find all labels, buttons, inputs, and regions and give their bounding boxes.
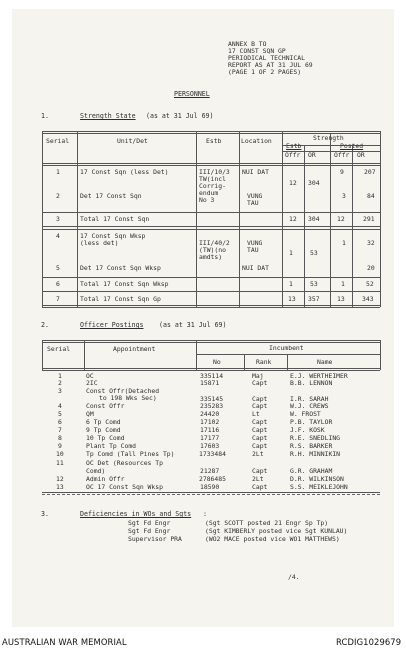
strength-row-unit: Det 17 Const Sqn xyxy=(80,192,142,200)
posting-no: 21287 xyxy=(200,467,220,475)
posting-rank: 2Lt xyxy=(252,450,264,458)
annex-line-2: 17 CONST SQN GP xyxy=(228,47,286,55)
posting-serial: 1 xyxy=(58,372,62,380)
strength-row-unit: 17 Const Sqn (less Det) xyxy=(80,168,169,176)
strength-row-posted-offr: 9 xyxy=(340,168,344,176)
posting-appointment: QM xyxy=(86,410,94,418)
strength-date: (as at 31 Jul 69) xyxy=(146,112,214,120)
strength-row-posted-offr: 13 xyxy=(337,295,345,303)
sub-posted: Posted xyxy=(340,142,364,150)
posting-appointment: Tp Comd (Tall Pines Tp) xyxy=(86,450,175,458)
deficiencies-number: 3. xyxy=(41,510,49,518)
deficiency-note: (Sgt SCOTT posted 21 Engr Sp Tp) xyxy=(205,519,329,527)
posting-name: R.E. SNEDLING xyxy=(290,434,341,442)
posting-name: E.J. WERTHEIMER xyxy=(290,372,348,380)
strength-row-serial: 3 xyxy=(56,215,60,223)
strength-row-estb-line2: TW(incl xyxy=(199,175,226,183)
strength-row-unit: Total 17 Const Sqn xyxy=(80,215,150,223)
posting-no: 335145 xyxy=(200,395,224,403)
footer-source: AUSTRALIAN WAR MEMORIAL xyxy=(2,637,127,647)
posting-rank: Capt xyxy=(252,402,268,410)
posting-no: 15871 xyxy=(200,379,220,387)
strength-row-posted-offr: 3 xyxy=(342,192,346,200)
posting-rank: Capt xyxy=(252,426,268,434)
strength-row-unit: 17 Const Sqn Wksp xyxy=(80,232,146,240)
sub-or-posted: OR xyxy=(357,151,365,159)
posting-serial: 3 xyxy=(58,387,62,395)
posting-name: B.B. LENNON xyxy=(290,379,333,387)
posting-no: 17116 xyxy=(200,426,220,434)
deficiency-role: Sgt Fd Engr xyxy=(128,519,171,527)
posting-rank: Capt xyxy=(252,418,268,426)
deficiencies-heading: Deficiencies in WOs and Sgts xyxy=(80,510,192,518)
posting-no: 17102 xyxy=(200,418,220,426)
sub-offr-posted: Offr xyxy=(334,151,350,159)
annex-line-4: REPORT AS AT 31 JUL 69 xyxy=(228,61,313,69)
strength-row-posted-or: 52 xyxy=(366,280,374,288)
col-serial: Serial xyxy=(46,137,70,145)
postings-number: 2. xyxy=(41,321,49,329)
posting-rank: Capt xyxy=(252,395,268,403)
postings-col-incumbent: Incumbent xyxy=(269,344,304,352)
posting-appointment: 10 Tp Comd xyxy=(86,434,125,442)
posting-name: G.R. GRAHAM xyxy=(290,467,333,475)
posting-appointment: Admin Offr xyxy=(86,475,125,483)
posting-rank: Lt xyxy=(252,410,260,418)
sub-estb: Estb xyxy=(286,142,302,150)
strength-row-serial: 7 xyxy=(56,295,60,303)
col-estb: Estb xyxy=(206,137,222,145)
posting-no: 24420 xyxy=(200,410,220,418)
posting-name: D.R. WILKINSON xyxy=(290,475,344,483)
strength-row-location: NUI DAT xyxy=(242,168,269,176)
section-title: PERSONNEL xyxy=(174,90,210,98)
strength-row-posted-offr: 1 xyxy=(342,239,346,247)
deficiency-role: Supervisor PRA xyxy=(128,535,182,543)
posting-serial: 6 xyxy=(58,418,62,426)
strength-row-estb-offr: 12 xyxy=(289,215,297,223)
posting-serial: 7 xyxy=(58,426,62,434)
col-location: Location xyxy=(241,137,272,145)
strength-row-unit-line2: (less det) xyxy=(80,239,119,247)
strength-row-posted-or: 20 xyxy=(367,264,375,272)
postings-col-serial: Serial xyxy=(47,345,71,353)
posting-no: 1733484 xyxy=(199,450,226,458)
deficiency-role: Sgt Fd Engr xyxy=(128,527,171,535)
strength-row-estb-offr: 13 xyxy=(288,295,296,303)
deficiencies-colon: : xyxy=(203,510,207,518)
posting-appointment: Const Offr xyxy=(86,402,125,410)
postings-col-no: No xyxy=(213,358,221,366)
strength-merged-wksp-offr: 1 xyxy=(289,249,293,257)
annex-line-5: (PAGE 1 OF 2 PAGES) xyxy=(228,68,302,76)
strength-row-estb-line3: Corrig- xyxy=(199,182,226,190)
strength-row-serial: 6 xyxy=(56,280,60,288)
posting-serial: 5 xyxy=(58,410,62,418)
strength-row-serial: 1 xyxy=(56,168,60,176)
col-strength: Strength xyxy=(313,134,344,142)
strength-row-serial: 4 xyxy=(56,232,60,240)
strength-row-posted-or: 207 xyxy=(364,168,376,176)
strength-row-posted-or: 343 xyxy=(362,295,374,303)
posting-rank: Capt xyxy=(252,442,268,450)
posting-serial: 9 xyxy=(58,442,62,450)
page-marker: /4. xyxy=(288,573,300,581)
posting-appointment: 9 Tp Comd xyxy=(86,426,121,434)
strength-number: 1. xyxy=(41,112,49,120)
annex-line-1: ANNEX B TO xyxy=(228,40,267,48)
strength-row-unit: Det 17 Const Sqn Wksp xyxy=(80,264,161,272)
posting-serial: 4 xyxy=(58,402,62,410)
strength-row-posted-offr: 12 xyxy=(337,215,345,223)
posting-rank: Maj xyxy=(252,372,264,380)
strength-row-estb-offr: 1 xyxy=(289,280,293,288)
footer-id: RCDIG1029679 xyxy=(336,637,402,647)
posting-name: W. FROST xyxy=(290,410,321,418)
col-unit: Unit/Det xyxy=(117,137,148,145)
posting-appointment: OC Det (Resources Tp xyxy=(86,459,163,467)
strength-merged-estb-or: 304 xyxy=(308,179,320,187)
deficiency-note: (WO2 MACE posted vice WO1 MATTHEWS) xyxy=(205,535,340,543)
strength-merged-wksp-or: 53 xyxy=(310,249,318,257)
strength-row-posted-or: 32 xyxy=(367,239,375,247)
strength-row-unit: Total 17 Const Sqn Gp xyxy=(80,295,161,303)
posting-rank: Capt xyxy=(252,379,268,387)
strength-merged-estb-offr: 12 xyxy=(289,179,297,187)
strength-row-estb-line3: amdts) xyxy=(199,253,223,261)
posting-no: 335114 xyxy=(200,372,224,380)
strength-row-estb: III/40/2 xyxy=(199,239,230,247)
postings-bottom-dashed-rule xyxy=(42,494,380,495)
strength-row-location-line2: TAU xyxy=(247,199,259,207)
strength-row-estb-or: 304 xyxy=(308,215,320,223)
posting-rank: Capt xyxy=(252,467,268,475)
strength-row-posted-offr: 1 xyxy=(341,280,345,288)
strength-row-location: VUNG xyxy=(247,192,263,200)
strength-row-location: VUNG xyxy=(247,239,263,247)
posting-appointment: Const Offr(Detached xyxy=(86,387,160,395)
posting-appointment: OC xyxy=(86,372,94,380)
posting-name: I.R. SARAH xyxy=(290,395,329,403)
posting-serial: 12 xyxy=(56,475,64,483)
strength-row-estb-or: 53 xyxy=(310,280,318,288)
posting-no: 17603 xyxy=(200,442,220,450)
strength-row-estb-line4: endum xyxy=(199,189,219,197)
posting-serial: 8 xyxy=(58,434,62,442)
strength-row-serial: 5 xyxy=(56,264,60,272)
strength-row-posted-or: 84 xyxy=(367,192,375,200)
strength-row-estb: III/10/3 xyxy=(199,168,230,176)
strength-row-unit: Total 17 Const Sqn Wksp xyxy=(80,280,169,288)
deficiency-note: (Sgt KIMBERLY posted vice Sgt KUNLAU) xyxy=(205,527,348,535)
posting-no: 17177 xyxy=(200,434,220,442)
strength-row-posted-or: 291 xyxy=(363,215,375,223)
strength-row-estb-line2: (TW)(no xyxy=(199,246,226,254)
postings-bottom-rule xyxy=(42,492,380,493)
posting-appointment-line2: to 198 Wks Sec) xyxy=(99,394,157,402)
posting-rank: 2Lt xyxy=(252,475,264,483)
posting-name: S.S. MEIKLEJOHN xyxy=(290,483,348,491)
sub-or-estb: OR xyxy=(308,151,316,159)
posting-name: R.S. BARKER xyxy=(290,442,333,450)
strength-row-estb: No 3 xyxy=(199,196,215,204)
posting-serial: 11 xyxy=(56,459,64,467)
strength-row-estb-or: 357 xyxy=(308,295,320,303)
posting-appointment: 2IC xyxy=(86,379,98,387)
posting-rank: Capt xyxy=(252,434,268,442)
strength-heading: Strength State xyxy=(80,112,136,120)
strength-row-location-line2: TAU xyxy=(247,246,259,254)
strength-row-location: NUI DAT xyxy=(242,264,269,272)
posting-serial: 10 xyxy=(56,450,64,458)
posting-appointment: Plant Tp Comd xyxy=(86,442,137,450)
posting-name: J.F. KOSK xyxy=(290,426,325,434)
postings-heading: Officer Postings xyxy=(80,321,144,329)
posting-appointment-line2: Comd) xyxy=(86,467,106,475)
posting-no: 235283 xyxy=(200,402,224,410)
strength-row-serial: 2 xyxy=(56,192,60,200)
posting-serial: 13 xyxy=(56,483,64,491)
posting-name: W.J. CREWS xyxy=(290,402,329,410)
posting-name: P.B. TAYLOR xyxy=(290,418,333,426)
posting-no: 18590 xyxy=(200,483,220,491)
posting-appointment: 6 Tp Comd xyxy=(86,418,121,426)
posting-appointment: OC 17 Const Sqn Wksp xyxy=(86,483,163,491)
postings-col-name: Name xyxy=(317,358,333,366)
posting-no: 2786485 xyxy=(199,475,226,483)
postings-col-rank: Rank xyxy=(256,358,272,366)
posting-name: R.H. MINNIKIN xyxy=(290,450,341,458)
sub-offr-estb: Offr xyxy=(285,151,301,159)
postings-date: (as at 31 Jul 69) xyxy=(159,321,227,329)
posting-serial: 2 xyxy=(58,379,62,387)
posting-rank: Capt xyxy=(252,483,268,491)
postings-col-appointment: Appointment xyxy=(113,345,156,353)
annex-line-3: PERIODICAL TECHNICAL xyxy=(228,54,305,62)
